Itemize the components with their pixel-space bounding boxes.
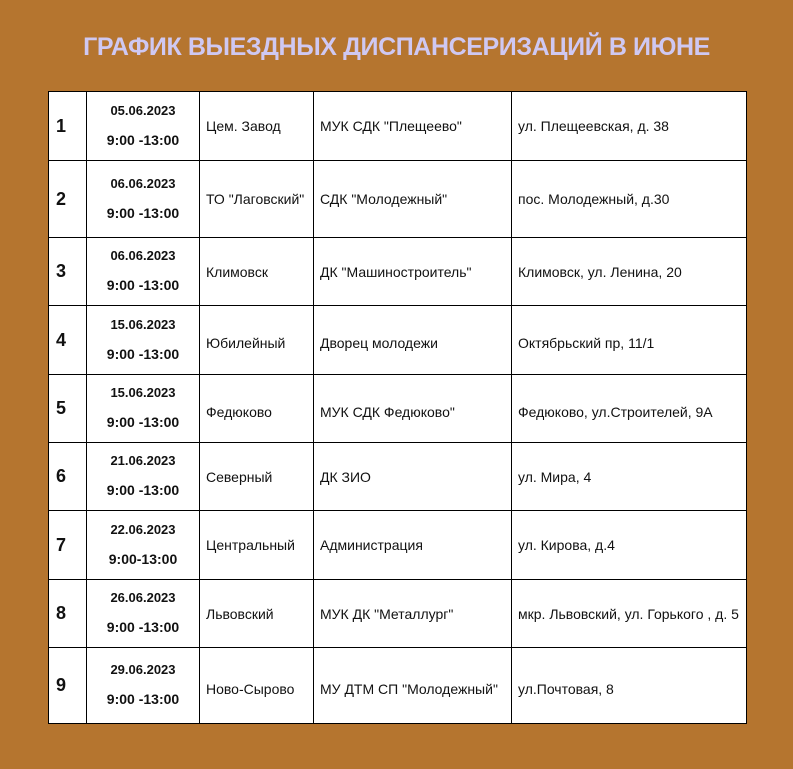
visit-time: 9:00 -13:00	[106, 691, 180, 707]
visit-date: 22.06.2023	[110, 521, 176, 537]
visit-time: 9:00 -13:00	[106, 345, 180, 362]
row-number: 2	[49, 161, 87, 238]
visit-date: 26.06.2023	[110, 590, 176, 605]
table-row	[49, 648, 747, 724]
venue-cell: МУК СДК Федюково"	[314, 375, 512, 443]
visit-date: 21.06.2023	[110, 453, 176, 468]
table-row	[49, 161, 747, 238]
visit-time: 9:00 -13:00	[106, 204, 180, 221]
address-cell: Климовск, ул. Ленина, 20	[512, 238, 747, 306]
visit-date: 15.06.2023	[110, 316, 176, 332]
visit-time: 9:00 -13:00	[106, 414, 180, 430]
visit-date: 06.06.2023	[110, 175, 176, 191]
area-cell: Климовск	[200, 238, 314, 306]
date-time-cell	[87, 306, 200, 375]
area-cell: Львовский	[200, 580, 314, 648]
visit-time: 9:00 -13:00	[106, 482, 180, 498]
row-number: 3	[49, 238, 87, 306]
address-cell: Федюково, ул.Строителей, 9А	[512, 375, 747, 443]
date-time-cell	[87, 443, 200, 511]
venue-cell: МУК СДК "Плещеево"	[314, 92, 512, 161]
venue-cell: СДК "Молодежный"	[314, 161, 512, 238]
area-cell: Цем. Завод	[200, 92, 314, 161]
area-cell: ТО "Лаговский"	[200, 161, 314, 238]
area-cell: Ново-Сырово	[200, 648, 314, 724]
visit-date: 15.06.2023	[110, 385, 176, 400]
venue-cell: ДК "Машиностроитель"	[314, 238, 512, 306]
date-time-cell	[87, 580, 200, 648]
date-time-cell	[87, 375, 200, 443]
table-row	[49, 306, 747, 375]
date-time-cell	[87, 92, 200, 161]
visit-date: 06.06.2023	[110, 248, 176, 263]
area-cell: Юбилейный	[200, 306, 314, 375]
visit-date: 05.06.2023	[110, 102, 176, 118]
visit-date: 29.06.2023	[110, 662, 176, 677]
address-cell: Октябрьский пр, 11/1	[512, 306, 747, 375]
address-cell: ул. Мира, 4	[512, 443, 747, 511]
address-cell: ул. Плещеевская, д. 38	[512, 92, 747, 161]
area-cell: Северный	[200, 443, 314, 511]
venue-cell: Администрация	[314, 511, 512, 580]
visit-time: 9:00 -13:00	[106, 619, 180, 635]
venue-cell: МУ ДТМ СП "Молодежный"	[314, 648, 512, 724]
visit-time: 9:00 -13:00	[106, 277, 180, 293]
table-row	[49, 511, 747, 580]
date-time-cell	[87, 161, 200, 238]
row-number: 1	[49, 92, 87, 161]
row-number: 8	[49, 580, 87, 648]
page-title: ГРАФИК ВЫЕЗДНЫХ ДИСПАНСЕРИЗАЦИЙ В ИЮНЕ	[83, 33, 710, 61]
area-cell: Федюково	[200, 375, 314, 443]
table-row	[49, 375, 747, 443]
venue-cell: МУК ДК "Металлург"	[314, 580, 512, 648]
row-number: 6	[49, 443, 87, 511]
area-cell: Центральный	[200, 511, 314, 580]
table-row	[49, 443, 747, 511]
date-time-cell	[87, 238, 200, 306]
visit-time: 9:00-13:00	[108, 550, 178, 567]
row-number: 9	[49, 648, 87, 724]
venue-cell: ДК ЗИО	[314, 443, 512, 511]
row-number: 4	[49, 306, 87, 375]
address-cell: ул.Почтовая, 8	[512, 648, 747, 724]
table-row	[49, 580, 747, 648]
date-time-cell	[87, 648, 200, 724]
venue-cell: Дворец молодежи	[314, 306, 512, 375]
date-time-cell	[87, 511, 200, 580]
schedule-table	[48, 91, 747, 724]
visit-time: 9:00 -13:00	[106, 131, 180, 148]
address-cell: ул. Кирова, д.4	[512, 511, 747, 580]
table-row	[49, 238, 747, 306]
row-number: 5	[49, 375, 87, 443]
address-cell: пос. Молодежный, д.30	[512, 161, 747, 238]
row-number: 7	[49, 511, 87, 580]
address-cell: мкр. Львовский, ул. Горького , д. 5	[512, 580, 747, 648]
table-row	[49, 92, 747, 161]
